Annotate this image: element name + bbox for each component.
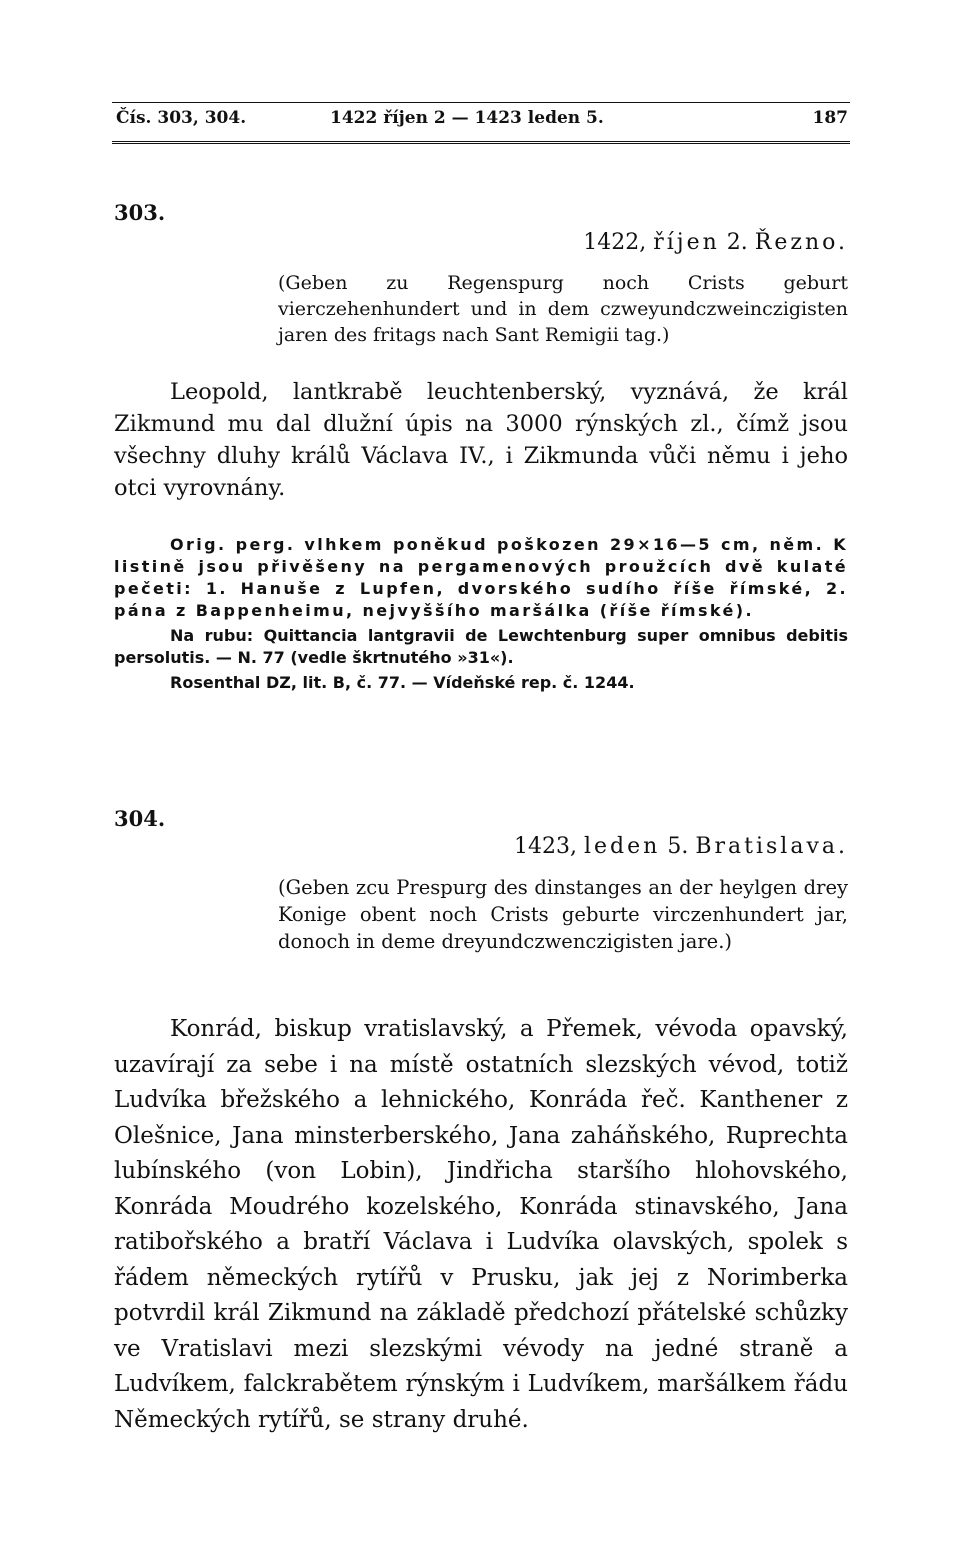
running-header	[116, 108, 848, 134]
header-document-numbers: Čís. 303, 304.	[116, 108, 247, 128]
header-date-range: 1422 říjen 2 — 1423 leden 5.	[330, 108, 604, 128]
document-number-304: 304.	[114, 806, 166, 831]
dateline-304	[514, 834, 848, 859]
dateline-place: Bratislava.	[695, 834, 848, 859]
regest-303: Leopold, lantkrabě leuchtenberský, vyznává, že král Zikmund mu dal dlužní úpis na 3000 rýnských zl., čímž jsou všechny dluhy králů Václava IV., i Zikmunda vůči němu i jeho otci vyrovnány.	[114, 379, 848, 501]
dateline-month: říjen	[653, 230, 720, 255]
dateline-place: Řezno.	[754, 230, 848, 255]
dateline-month: leden	[584, 834, 661, 859]
note-original-description: Orig. perg. vlhkem poněkud poškozen 29×16—5 cm, něm. K listině jsou přivěšeny na pergamenových proužcích dvě kulaté pečeti: 1. Hanuše z Lupfen, dvorského sudího říše římské, 2. pána z Bappenheimu, nejvyššího maršálka (říše římské).	[114, 535, 848, 620]
regest-304: Konrád, biskup vratislavský, a Přemek, vévoda opavský, uzavírají za sebe i na místě ostatních slezských vévod, totiž Ludvíka břežského a lehnického, Konráda řeč. Kanthener z Olešnice, Jana minsterberského, Jana zaháňského, Ruprechta lubínského (von Lobin), Jindřicha staršího hlohovského, Konráda Moudrého kozelského, Konráda stinavského, Jana ratibořského a bratří Václava i Ludvíka olavských, spolek s řádem německých rytířů v Prusku, jak jej z Norimberka potvrdil král Zikmund na základě předchozí přátelské schůzky ve Vratislavi mezi slezskými vévody na jedné straně a Ludvíkem, falckrabětem rýnským i Ludvíkem, maršálkem řádu Německých rytířů, se strany druhé.	[114, 1016, 848, 1433]
header-rule-bottom	[112, 141, 850, 148]
document-number-303: 303.	[114, 200, 166, 225]
note-dorsal: Na rubu: Quittancia lantgravii de Lewchtenburg super omnibus debitis persolutis. — N. 77 (vedle škrtnutého »31«).	[114, 626, 848, 667]
original-dating-clause-303: (Geben zu Regenspurg noch Crists geburt vierczehenhundert und in dem czweyundczweinczigisten jaren des fritags nach Sant Remigii tag.)	[278, 272, 848, 346]
original-dating-clause-304: (Geben zcu Prespurg des dinstanges an der heylgen drey Konige obent noch Crists geburte virczenhundert jar, donoch in deme dreyundczwenczigisten jare.)	[278, 876, 848, 953]
header-rule-top	[112, 102, 850, 103]
dateline-year: 1422,	[583, 230, 647, 255]
dateline-year: 1423,	[514, 834, 577, 859]
dateline-day: 5.	[667, 834, 689, 859]
note-literature: Rosenthal DZ, lit. B, č. 77. — Vídeňské rep. č. 1244.	[170, 673, 635, 692]
dateline-day: 2.	[726, 230, 748, 255]
dateline-303	[583, 230, 848, 255]
page-number: 187	[812, 108, 848, 128]
notes-303	[114, 534, 848, 697]
